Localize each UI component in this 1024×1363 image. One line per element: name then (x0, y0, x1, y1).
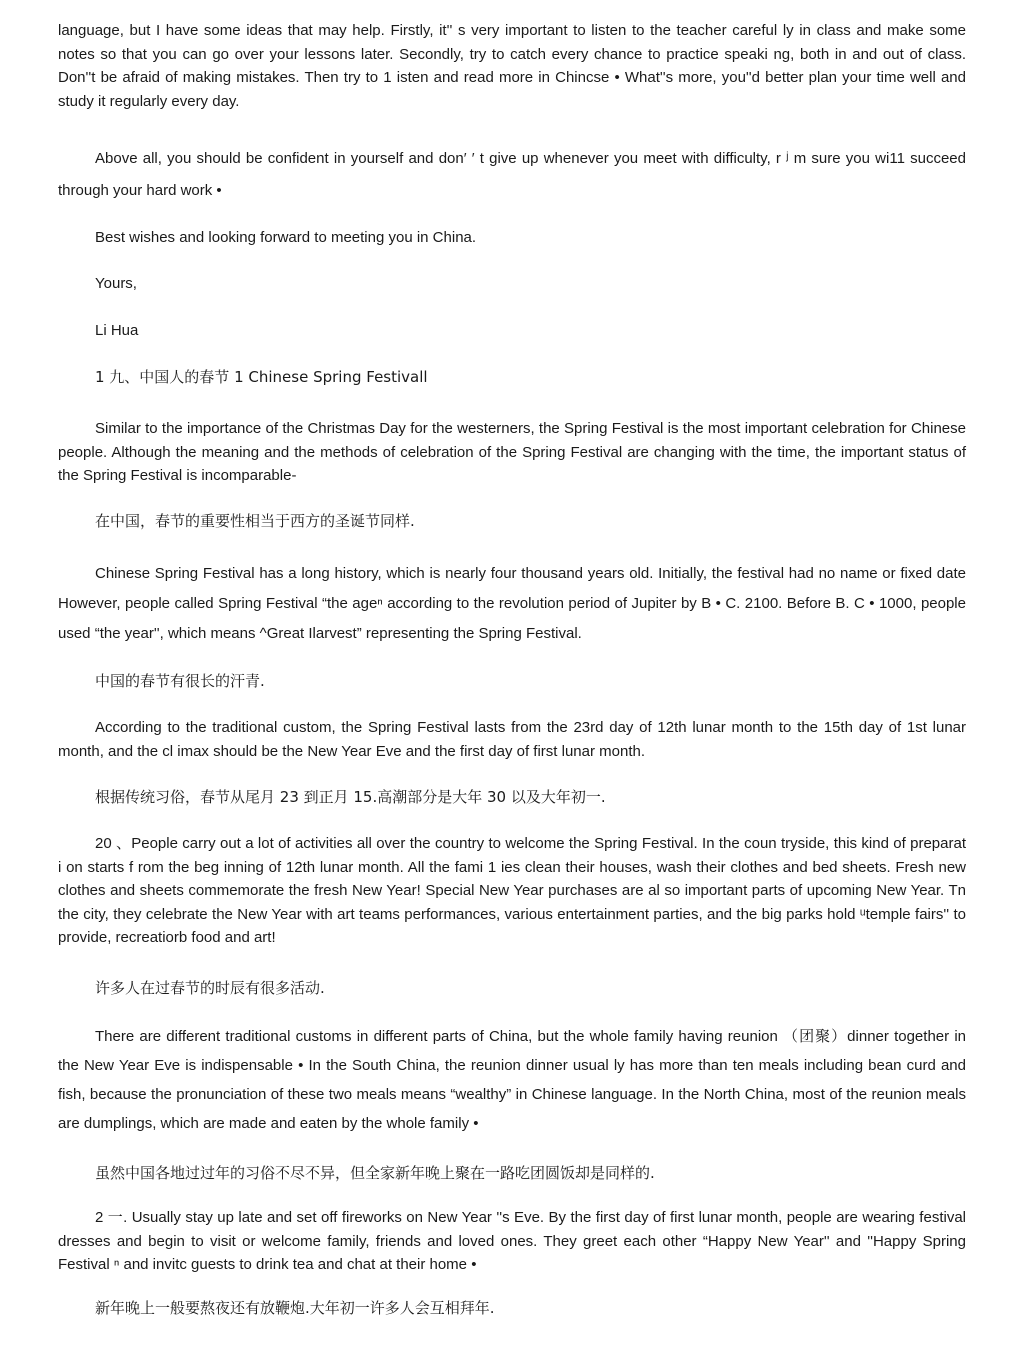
duration-paragraph: According to the traditional custom, the Spring Festival lasts from the 23rd day of 12th lunar month to the 15th day of 1st lunar month, and the cl imax should be the New Year Eve and the first day of first lunar month. (58, 719, 966, 760)
importance-chinese-summary: 在中国，春节的重要性相当于西方的圣诞节同样. (95, 512, 415, 530)
history-paragraph: Chinese Spring Festival has a long history, which is nearly four thousand years old. Initially, the festival had no name or fixed date However, people called Spring Festival “the ageⁿ according to the revolution period of Jupiter by B • C. 2100. Before B. C • 1000, people used “the year'', which means ^Great Ilarvest” representing the Spring Festival. (58, 565, 966, 642)
letter-encouragement-paragraph: Above all, you should be confident in yourself and don′ ′ t give up whenever you meet with difficulty, r ʲ m sure you wi11 succeed through your hard work • (58, 150, 966, 199)
importance-paragraph: Similar to the importance of the Christmas Day for the westerners, the Spring Festival is the most important celebration for Chinese people. Although the meaning and the methods of celebration of the Spring Festival are changing with the time, the important status of the Spring Festival is incomparable- (58, 420, 966, 484)
reunion-dinner-paragraph: There are different traditional customs in different parts of China, but the whole family having reunion （团聚）dinner together in the New Year Eve is indispensable • In the South China, the reunion dinner usual ly has more than ten meals including bean curd and fish, because the pronunciation of these two meals means “wealthy” in Chinese language. In the North China, most of the reunion meals are dumplings, which are made and eaten by the whole family • (58, 1028, 966, 1132)
fireworks-chinese-summary: 新年晚上一般要熬夜还有放鞭炮.大年初一许多人会互相拜年. (95, 1299, 495, 1317)
section-heading-spring-festival: 1 九、中国人的春节 1 Chinese Spring Festivall (95, 368, 428, 386)
letter-advice-paragraph: language, but I have some ideas that may help. Firstly, it'' s very important to listen to the teacher careful ly in class and make some notes so that you can go over your lessons later. Secondly, try to catch every chance to practice speaki ng, both in and out of class. Don''t be afraid of making mistakes. Then try to 1 isten and read more in Chincse • What''s more, you''d better plan your time well and study it regularly every day. (58, 22, 966, 110)
fireworks-paragraph: 2 一. Usually stay up late and set off fireworks on New Year ''s Eve. By the first day of first lunar month, people are wearing festival dresses and begin to visit or welcome family, friends and loved ones. They greet each other “Happy New Year'' and ''Happy Spring Festival ⁿ and invitc guests to drink tea and chat at their home • (58, 1209, 966, 1273)
activities-paragraph: 20 、People carry out a lot of activities all over the country to welcome the Spring Festival. In the coun tryside, this kind of preparat i on starts f rom the beg inning of 12th lunar month. All the fami 1 ies clean their houses, wash their clothes and bed sheets. Fresh new clothes and sheets commemorate the fresh New Year! Special New Year purchases are al so important parts of upcoming New Year. Tn the city, they celebrate the New Year with art teams performances, various entertainment parties, and the big parks hold ᵘtemple fairs'' to provide, recreatiorb food and art! (58, 835, 966, 946)
reunion-chinese-summary: 虽然中国各地过过年的习俗不尽不异，但全家新年晚上聚在一路吃团圆饭却是同样的. (95, 1164, 655, 1182)
letter-signature-name: Li Hua (95, 322, 139, 339)
letter-sign-off: Yours, (95, 275, 137, 292)
duration-chinese-summary: 根据传统习俗，春节从尾月 23 到正月 15.高潮部分是大年 30 以及大年初一. (95, 788, 606, 806)
letter-closing-wishes: Best wishes and looking forward to meeting you in China. (95, 229, 477, 246)
activities-chinese-summary: 许多人在过春节的时辰有很多活动. (95, 979, 325, 997)
history-chinese-summary: 中国的春节有很长的汗青. (95, 672, 265, 690)
